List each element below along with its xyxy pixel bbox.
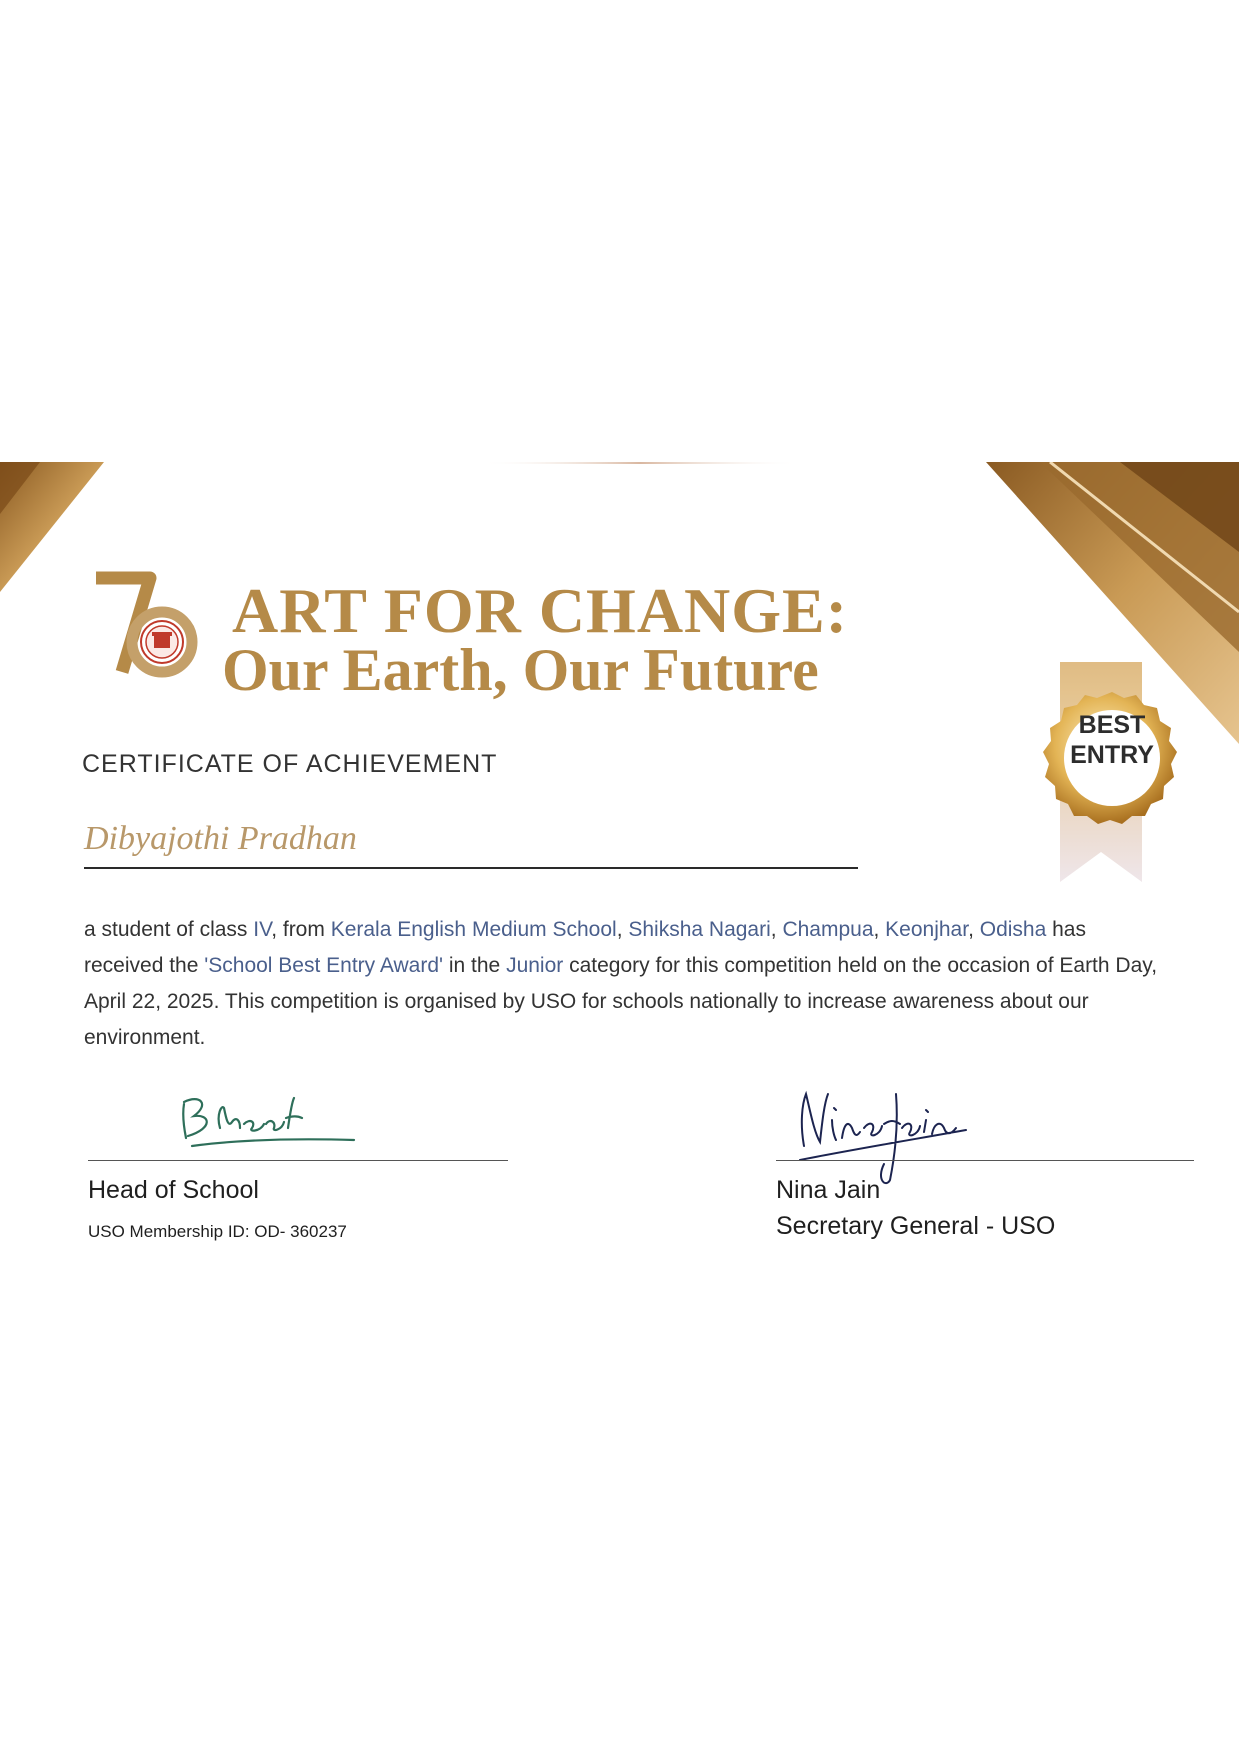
school-name: Kerala English Medium School (330, 918, 617, 941)
badge-line1: BEST (1078, 711, 1146, 739)
head-of-school-signature (176, 1084, 366, 1154)
body-text-part: in the (443, 954, 507, 977)
secretary-general-name: Nina Jain (776, 1176, 881, 1204)
head-of-school-signature-line (88, 1160, 508, 1161)
student-class: IV (253, 918, 272, 941)
body-text-part: , (770, 918, 783, 941)
membership-id: USO Membership ID: OD- 360237 (88, 1222, 347, 1241)
award-category: Junior (506, 954, 564, 977)
body-text-part: , (873, 918, 886, 941)
body-text-part: category for this competition held on the occasion of Earth Day, April 22, 2025. This competition is organised by USO for schools nationally to increase awareness about our environment. (84, 954, 1158, 1049)
school-district: Keonjhar (885, 918, 969, 941)
secretary-general-signature-line (776, 1160, 1194, 1161)
recipient-underline (84, 867, 858, 869)
body-text-part: a student of class (84, 918, 254, 941)
certificate (0, 462, 1239, 1292)
badge-line2: ENTRY (1070, 741, 1154, 769)
body-text-part: , (968, 918, 980, 941)
body-text-part: , (616, 918, 629, 941)
body-text-part: has received the (84, 918, 1086, 977)
certificate-heading: CERTIFICATE OF ACHIEVEMENT (82, 750, 498, 778)
award-name: 'School Best Entry Award' (204, 954, 444, 977)
seventy-five-emblem (92, 566, 212, 686)
event-title-line1: ART FOR CHANGE: (232, 575, 849, 646)
recipient-name: Dibyajothi Pradhan (84, 820, 357, 857)
best-entry-badge (1038, 662, 1186, 882)
school-state: Odisha (979, 918, 1047, 941)
school-town: Champua (782, 918, 874, 941)
body-text-part: , from (271, 918, 331, 941)
school-locality: Shiksha Nagari (628, 918, 771, 941)
secretary-general-title: Secretary General - USO (776, 1212, 1056, 1240)
head-of-school-title: Head of School (88, 1176, 259, 1204)
badge-label (1060, 710, 1164, 770)
certificate-body (84, 912, 1166, 1056)
event-title-line2: Our Earth, Our Future (222, 637, 819, 703)
secretary-general-signature (790, 1080, 970, 1190)
